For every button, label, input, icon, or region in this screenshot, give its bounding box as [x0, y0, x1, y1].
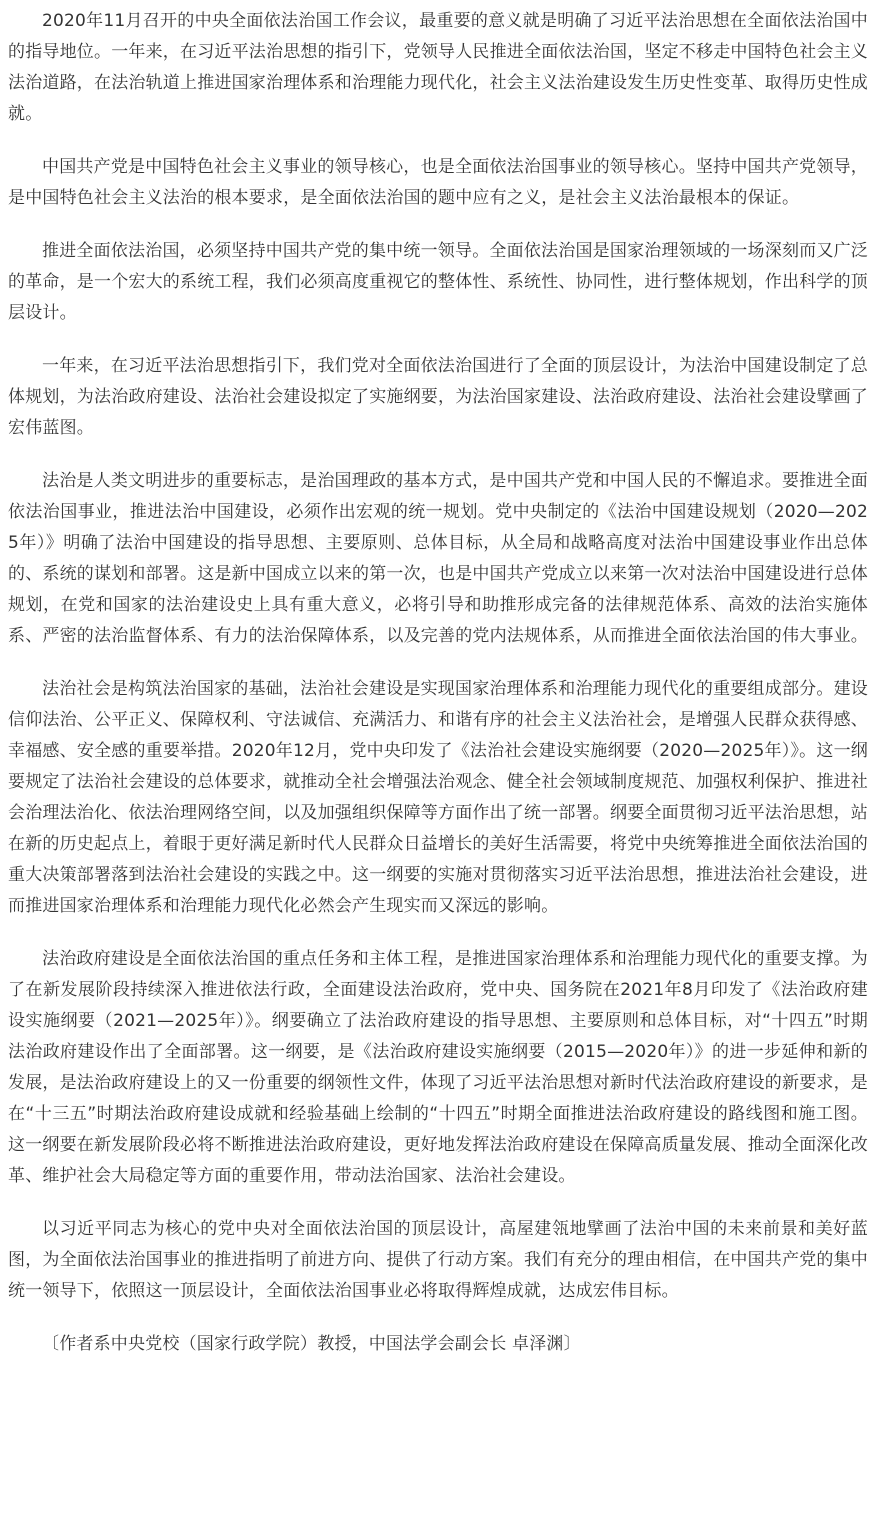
author-byline: 〔作者系中央党校（国家行政学院）教授，中国法学会副会长 卓泽渊〕: [42, 1334, 581, 1354]
paragraph-1: 2020年11月召开的中央全面依法治国工作会议，最重要的意义就是明确了习近平法治思想在全面依法治国中的指导地位。一年来，在习近平法治思想的指引下，党领导人民推进全面依法治国，坚定不移走中国特色社会主义法治道路，在法治轨道上推进国家治理体系和治理能力现代化，社会主义法治建设发生历史性变革、取得历史性成就。: [8, 11, 868, 124]
paragraph-2: 中国共产党是中国特色社会主义事业的领导核心，也是全面依法治国事业的领导核心。坚持中国共产党领导，是中国特色社会主义法治的根本要求，是全面依法治国的题中应有之义，是社会主义法治最根本的保证。: [8, 157, 868, 208]
paragraph-7: 法治政府建设是全面依法治国的重点任务和主体工程，是推进国家治理体系和治理能力现代化的重要支撑。为了在新发展阶段持续深入推进依法行政，全面建设法治政府，党中央、国务院在2021年8月印发了《法治政府建设实施纲要（2021—2025年）》。纲要确立了法治政府建设的指导思想、主要原则和总体目标，对“十四五”时期法治政府建设作出了全面部署。这一纲要，是《法治政府建设实施纲要（2015—2020年）》的进一步延伸和新的发展，是法治政府建设上的又一份重要的纲领性文件，体现了习近平法治思想对新时代法治政府建设的新要求，是在“十三五”时期法治政府建设成就和经验基础上绘制的“十四五”时期全面推进法治政府建设的路线图和施工图。这一纲要在新发展阶段必将不断推进法治政府建设，更好地发挥法治政府建设在保障高质量发展、推动全面深化改革、维护社会大局稳定等方面的重要作用，带动法治国家、法治社会建设。: [8, 949, 868, 1186]
paragraph-6: 法治社会是构筑法治国家的基础，法治社会建设是实现国家治理体系和治理能力现代化的重要组成部分。建设信仰法治、公平正义、保障权利、守法诚信、充满活力、和谐有序的社会主义法治社会，是增强人民群众获得感、幸福感、安全感的重要举措。2020年12月，党中央印发了《法治社会建设实施纲要（2020—2025年）》。这一纲要规定了法治社会建设的总体要求，就推动全社会增强法治观念、健全社会领域制度规范、加强权利保护、推进社会治理法治化、依法治理网络空间，以及加强组织保障等方面作出了统一部署。纲要全面贯彻习近平法治思想，站在新的历史起点上，着眼于更好满足新时代人民群众日益增长的美好生活需要，将党中央统筹推进全面依法治国的重大决策部署落到法治社会建设的实践之中。这一纲要的实施对贯彻落实习近平法治思想，推进法治社会建设，进而推进国家治理体系和治理能力现代化必然会产生现实而又深远的影响。: [8, 679, 868, 916]
paragraph-8: 以习近平同志为核心的党中央对全面依法治国的顶层设计，高屋建瓴地擘画了法治中国的未来前景和美好蓝图，为全面依法治国事业的推进指明了前进方向、提供了行动方案。我们有充分的理由相信，在中国共产党的集中统一领导下，依照这一顶层设计，全面依法治国事业必将取得辉煌成就，达成宏伟目标。: [8, 1219, 868, 1301]
paragraph-3: 推进全面依法治国，必须坚持中国共产党的集中统一领导。全面依法治国是国家治理领域的一场深刻而又广泛的革命，是一个宏大的系统工程，我们必须高度重视它的整体性、系统性、协同性，进行整体规划，作出科学的顶层设计。: [8, 241, 868, 323]
paragraph-5: 法治是人类文明进步的重要标志，是治国理政的基本方式，是中国共产党和中国人民的不懈追求。要推进全面依法治国事业，推进法治中国建设，必须作出宏观的统一规划。党中央制定的《法治中国建设规划（2020—2025年）》明确了法治中国建设的指导思想、主要原则、总体目标，从全局和战略高度对法治中国建设事业作出总体的、系统的谋划和部署。这是新中国成立以来的第一次，也是中国共产党成立以来第一次对法治中国建设进行总体规划，在党和国家的法治建设史上具有重大意义，必将引导和助推形成完备的法律规范体系、高效的法治实施体系、严密的法治监督体系、有力的法治保障体系，以及完善的党内法规体系，从而推进全面依法治国的伟大事业。: [8, 471, 868, 646]
paragraph-4: 一年来，在习近平法治思想指引下，我们党对全面依法治国进行了全面的顶层设计，为法治中国建设制定了总体规划，为法治政府建设、法治社会建设拟定了实施纲要，为法治国家建设、法治政府建设、法治社会建设擘画了宏伟蓝图。: [8, 356, 868, 438]
